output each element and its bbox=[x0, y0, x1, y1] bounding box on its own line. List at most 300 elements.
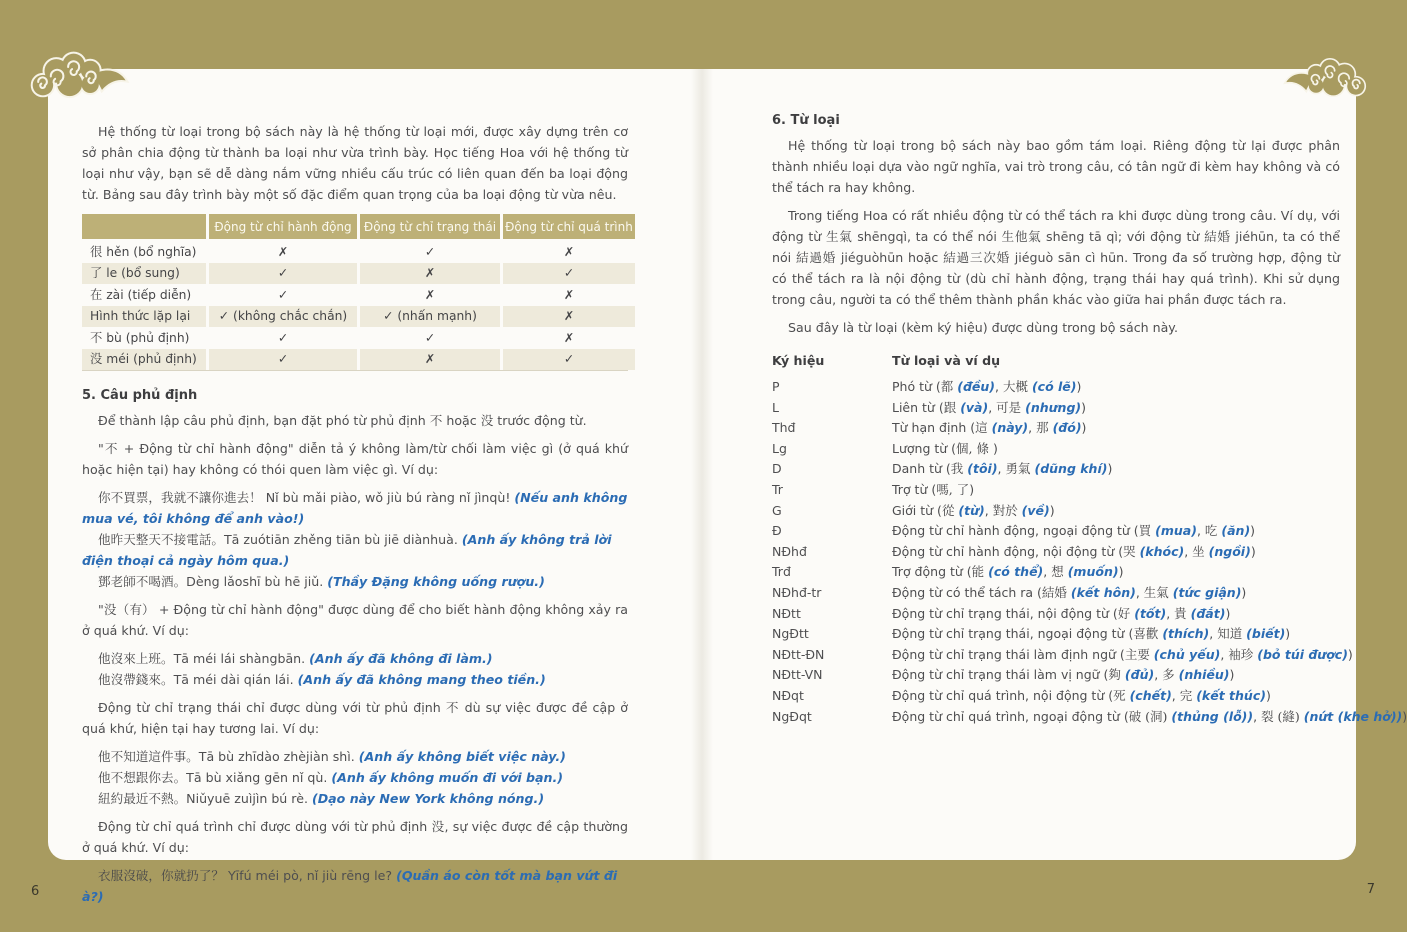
text-segment: , bbox=[1028, 420, 1037, 436]
text-segment: (chủ yếu) bbox=[1153, 646, 1221, 662]
text-segment: ) bbox=[1347, 646, 1353, 662]
text-segment: (có lẽ) bbox=[1031, 379, 1077, 394]
x-mark: ✗ bbox=[563, 330, 575, 345]
text-segment: , bbox=[1184, 543, 1193, 559]
table-cell bbox=[209, 327, 357, 349]
symbol-row bbox=[772, 645, 1353, 666]
table-header-blank-cell bbox=[82, 214, 206, 239]
symbol-label: G bbox=[772, 502, 782, 518]
text-segment: , bbox=[995, 379, 1003, 394]
symbol-label: NĐtt bbox=[772, 605, 801, 621]
text-segment: Tā zuótiān zhěng tiān bù jiē diànhuà. bbox=[223, 532, 462, 547]
symbol-description bbox=[892, 418, 1340, 439]
text-segment: Để thành lập câu phủ định, bạn đặt phó từ phủ định bbox=[98, 413, 430, 428]
text-segment: shēngqì, ta có thể nói bbox=[852, 229, 1002, 244]
text-segment: + Động từ chỉ hành động" diễn tả ý không làm/từ chối làm việc gì (ở quá khứ hoặc hiện tại) hay không có thói quen làm việc gì. Ví dụ: bbox=[82, 441, 629, 477]
table-cell bbox=[209, 263, 357, 285]
table-header-cell: Động từ chỉ hành động bbox=[209, 214, 357, 239]
table-row-label bbox=[82, 263, 206, 285]
text-segment: Động từ chỉ trạng thái, ngoại động từ ( bbox=[892, 626, 1134, 642]
text-segment: 你不買票，我就不讓你進去！ bbox=[98, 490, 262, 505]
x-mark: ✗ bbox=[424, 287, 436, 302]
text-segment: Động từ có thể tách ra ( bbox=[892, 584, 1042, 600]
text-segment: (kết hôn) bbox=[1070, 584, 1136, 600]
symbol-label: Trđ bbox=[772, 564, 791, 580]
text-segment: ) bbox=[969, 481, 975, 497]
text-segment: 好 bbox=[1117, 605, 1135, 621]
text-segment: 没 bbox=[431, 819, 445, 834]
text-segment: Động từ chỉ hành động, nội động từ ( bbox=[892, 543, 1124, 559]
text-segment: 坐 bbox=[1192, 543, 1209, 559]
text-segment: (chết) bbox=[1129, 687, 1172, 703]
symbol-label: NĐtt-ĐN bbox=[772, 646, 825, 662]
text-segment: 袖珍 bbox=[1228, 646, 1258, 662]
page-left bbox=[48, 69, 702, 904]
text-segment: (ngồi) bbox=[1208, 543, 1251, 559]
symbol-row bbox=[772, 459, 1340, 480]
symbol-description bbox=[892, 604, 1340, 625]
text-segment: 那 bbox=[1036, 420, 1053, 436]
text-segment: ) bbox=[1225, 605, 1231, 621]
text-segment: (nhiều) bbox=[1178, 667, 1230, 683]
text-segment: (Nếu anh không mua vé, tôi không để anh vào!) bbox=[82, 490, 628, 526]
x-mark: ✗ bbox=[563, 309, 575, 323]
text-segment: 不 bbox=[445, 700, 460, 715]
text-segment: " bbox=[98, 441, 104, 456]
text-segment: 紐約最近不熱。 bbox=[98, 791, 187, 806]
table-row bbox=[82, 327, 628, 349]
table-cell bbox=[209, 349, 357, 371]
verb-feature-table bbox=[82, 214, 633, 371]
text-segment: (ăn) bbox=[1221, 523, 1251, 539]
symbol-row bbox=[772, 480, 1340, 501]
symbol-row bbox=[772, 439, 1340, 460]
check-mark: ✓ bbox=[218, 309, 230, 323]
text-segment: 個, 條 bbox=[956, 440, 989, 456]
text-segment: Giới từ ( bbox=[892, 502, 942, 518]
text-segment: 在 bbox=[90, 287, 103, 302]
table-row bbox=[82, 284, 628, 306]
text-segment: Động từ chỉ trạng thái làm vị ngữ ( bbox=[892, 667, 1109, 683]
section-5-heading: 5. Câu phủ định bbox=[82, 388, 198, 403]
text-segment: (thủng (lỗ)) bbox=[1171, 708, 1254, 724]
text-segment: 破 (洞) bbox=[1128, 708, 1172, 724]
example-sentence bbox=[82, 487, 628, 529]
check-mark: ✓ bbox=[563, 352, 575, 366]
text-segment: 生氣 bbox=[825, 229, 853, 244]
text-segment: , bbox=[1135, 584, 1144, 600]
text-segment: ) bbox=[1250, 543, 1256, 559]
text-segment: , bbox=[984, 502, 993, 518]
table-row-label bbox=[82, 349, 206, 371]
text-segment: 對於 bbox=[992, 502, 1022, 518]
text-segment: ) bbox=[989, 440, 998, 456]
symbol-label: NĐhđ-tr bbox=[772, 584, 822, 600]
symbol-label: Lg bbox=[772, 440, 787, 456]
text-segment: Dèng lǎoshī bù hē jiǔ. bbox=[186, 574, 328, 589]
text-segment: 貴 bbox=[1174, 605, 1191, 621]
text-segment: Yīfú méi pò, nǐ jiù rēng le? bbox=[223, 868, 397, 883]
text-segment: Động từ chỉ trạng thái làm định ngữ ( bbox=[892, 646, 1125, 662]
paragraph bbox=[772, 317, 1340, 338]
symbol-label: NĐqt bbox=[772, 687, 804, 703]
paragraph bbox=[82, 816, 628, 858]
symbol-row bbox=[772, 604, 1340, 625]
text-segment: 他不想跟你去。 bbox=[98, 770, 187, 785]
text-segment: (Anh ấy không trả lời điện thoại cả ngày hôm qua.) bbox=[82, 532, 612, 568]
table-header-cell: Động từ chỉ trạng thái bbox=[360, 214, 500, 239]
text-segment: , bbox=[1220, 646, 1229, 662]
table-cell bbox=[503, 263, 635, 285]
symbol-label: Đ bbox=[772, 523, 782, 539]
paragraph bbox=[82, 438, 628, 480]
text-segment: (này) bbox=[991, 420, 1029, 436]
text-segment: Động từ chỉ trạng thái, nội động từ ( bbox=[892, 605, 1118, 621]
symbol-label: L bbox=[772, 399, 779, 415]
text-segment: 能 bbox=[971, 564, 989, 580]
text-segment: (khóc) bbox=[1139, 543, 1185, 559]
text-segment: 夠 bbox=[1108, 667, 1125, 683]
table-header-row bbox=[82, 214, 633, 239]
cloud-ornament-icon bbox=[24, 41, 128, 104]
symbol-description bbox=[892, 398, 1340, 419]
text-segment: 他不知道這件事。 bbox=[98, 749, 199, 764]
text-segment: (tốt) bbox=[1134, 605, 1167, 621]
intro-paragraph bbox=[82, 121, 628, 205]
symbol-description bbox=[892, 645, 1353, 666]
text-segment: 他沒帶錢來。 bbox=[98, 672, 174, 687]
text-segment: (nhưng) bbox=[1025, 399, 1082, 415]
text-segment: 不 bbox=[103, 441, 119, 456]
text-segment: hoặc bbox=[442, 413, 481, 428]
text-segment: Tā méi dài qián lái. bbox=[173, 672, 298, 687]
symbol-label: NgĐqt bbox=[772, 708, 812, 724]
text-segment: 買 bbox=[1138, 523, 1156, 539]
description-column-header: Từ loại và ví dụ bbox=[892, 353, 1001, 368]
symbol-description bbox=[892, 686, 1340, 707]
symbol-table-body bbox=[772, 377, 1407, 727]
text-segment: ) bbox=[1229, 667, 1235, 683]
example-sentence bbox=[82, 571, 628, 592]
text-segment: 跟 bbox=[943, 399, 961, 415]
text-segment: Hệ thống từ loại trong bộ sách này là hệ thống từ loại mới, được xây dựng trên cơ sở phân chia động từ thành ba loại như vừa trình bày. Học tiếng Hoa với hệ thống từ loại như vậy, bạn sẽ dễ dàng nắm vững nhiều cấu trúc có liên quan đến ba loại động từ. Bảng sau đây trình bày một số đặc điểm quan trọng của ba loại động từ vừa nêu. bbox=[82, 124, 628, 202]
check-mark: ✓ bbox=[424, 330, 436, 345]
table-header-cell: Động từ chỉ quá trình bbox=[503, 214, 635, 239]
page-right bbox=[702, 69, 1407, 860]
text-segment: , bbox=[1154, 667, 1163, 683]
table-cell bbox=[503, 327, 635, 349]
check-mark: ✓ bbox=[277, 330, 289, 345]
symbol-row bbox=[772, 377, 1340, 398]
text-segment: 結過婚 bbox=[795, 250, 837, 265]
table-cell bbox=[503, 241, 635, 263]
symbol-description bbox=[892, 501, 1340, 522]
table-row-label bbox=[82, 306, 206, 328]
text-segment: (Anh ấy đã không đi làm.) bbox=[309, 651, 493, 666]
text-segment: , bbox=[988, 399, 997, 415]
text-segment: 勇氣 bbox=[1005, 461, 1035, 477]
text-segment: 結婚 bbox=[1041, 584, 1071, 600]
symbol-row bbox=[772, 707, 1407, 728]
text-segment: ) bbox=[1049, 502, 1055, 518]
example-sentence bbox=[82, 648, 628, 669]
paragraph bbox=[772, 135, 1340, 198]
paragraph bbox=[82, 410, 628, 431]
text-segment: " bbox=[98, 602, 104, 617]
text-segment: Động từ chỉ quá trình, nội động từ ( bbox=[892, 687, 1114, 703]
text-segment: le (bổ sung) bbox=[102, 266, 180, 280]
table-row bbox=[82, 306, 628, 328]
section-6-heading: 6. Từ loại bbox=[772, 113, 840, 128]
text-segment: ) bbox=[1241, 584, 1247, 600]
text-segment: , bbox=[1196, 523, 1205, 539]
text-segment: 從 bbox=[941, 502, 959, 518]
check-mark: ✓ bbox=[277, 287, 289, 302]
table-cell bbox=[503, 306, 635, 328]
text-segment: 不 bbox=[90, 330, 103, 345]
text-segment: + Động từ chỉ hành động" được dùng để cho biết hành động không xảy ra ở quá khứ. Ví dụ: bbox=[82, 602, 628, 638]
text-segment: (tức giận) bbox=[1172, 584, 1242, 600]
paragraph bbox=[82, 599, 628, 641]
table-cell bbox=[503, 349, 635, 371]
text-segment: Tā bù zhīdào zhèjiàn shì. bbox=[198, 749, 359, 764]
text-segment: 死 bbox=[1113, 687, 1130, 703]
symbol-row bbox=[772, 418, 1340, 439]
cell-note: (nhấn mạnh) bbox=[393, 309, 477, 323]
text-segment: jiéguò sān cì hūn. Trong đa số trường hợp, động từ có thể tách ra là nội động từ (dù chỉ hành động, trạng thái hay quá trình). Khi sử dụng trong câu, người ta có thể thêm thành phần khác vào giữa hai phần được tách ra. bbox=[772, 250, 1341, 307]
example-sentence bbox=[82, 669, 628, 690]
symbol-description bbox=[892, 480, 1340, 501]
table-row-label bbox=[82, 284, 206, 306]
text-segment: 完 bbox=[1179, 687, 1197, 703]
text-segment: zài (tiếp diễn) bbox=[102, 287, 192, 302]
table-cell bbox=[209, 284, 357, 306]
paragraph bbox=[772, 205, 1340, 310]
text-segment: (thích) bbox=[1162, 626, 1210, 642]
text-segment: 結婚 bbox=[1204, 229, 1231, 244]
text-segment: hěn (bổ nghĩa) bbox=[102, 244, 197, 259]
table-row-label bbox=[82, 241, 206, 263]
text-segment: 了 bbox=[90, 266, 103, 280]
symbol-row bbox=[772, 665, 1340, 686]
text-segment: Niǔyuē zuìjìn bú rè. bbox=[186, 791, 312, 806]
table-row bbox=[82, 349, 628, 371]
symbol-description bbox=[892, 542, 1340, 563]
text-segment: Động từ chỉ quá trình chỉ được dùng với từ phủ định bbox=[98, 819, 432, 834]
table-row-label bbox=[82, 327, 206, 349]
table-cell bbox=[209, 241, 357, 263]
text-segment: Động từ chỉ hành động, ngoại động từ ( bbox=[892, 523, 1139, 539]
cell-note: (không chắc chắn) bbox=[229, 309, 348, 323]
text-segment: 裂 (縫) bbox=[1261, 708, 1304, 724]
symbol-description bbox=[892, 521, 1340, 542]
text-segment: jiéhūn, ta có thể nói bbox=[772, 229, 1341, 265]
text-segment: , bbox=[1171, 687, 1180, 703]
text-segment: 没 bbox=[90, 352, 103, 366]
table-cell bbox=[503, 284, 635, 306]
symbol-description bbox=[892, 562, 1340, 583]
x-mark: ✗ bbox=[424, 352, 436, 366]
text-segment: 這 bbox=[975, 420, 992, 436]
symbol-description bbox=[892, 665, 1340, 686]
text-segment: (mua) bbox=[1155, 523, 1197, 539]
symbol-description bbox=[892, 459, 1340, 480]
check-mark: ✓ bbox=[383, 309, 394, 323]
text-segment: Liên từ ( bbox=[892, 399, 944, 415]
symbol-description bbox=[892, 377, 1340, 398]
table-cell bbox=[360, 263, 500, 285]
text-segment: ) bbox=[1081, 420, 1087, 436]
example-sentence bbox=[82, 746, 628, 767]
text-segment: (Quần áo còn tốt mà bạn vứt đi à?) bbox=[82, 868, 618, 904]
text-segment: 没 bbox=[480, 413, 494, 428]
text-segment: (về) bbox=[1021, 502, 1050, 518]
text-segment: ) bbox=[1250, 523, 1256, 539]
text-segment: , bbox=[1209, 626, 1218, 642]
text-segment: 很 bbox=[90, 244, 103, 259]
text-segment: 生他氣 bbox=[1001, 229, 1042, 244]
text-segment: Trong tiếng Hoa có rất nhiều động từ có thể tách ra khi được dùng trong câu. Ví dụ, với động từ bbox=[772, 208, 1340, 244]
text-segment: (Dạo này New York không nóng.) bbox=[311, 791, 545, 806]
text-segment: Phó từ ( bbox=[892, 379, 941, 394]
table-cell bbox=[360, 284, 500, 306]
table-cell bbox=[209, 306, 357, 328]
text-segment: bù (phủ định) bbox=[102, 330, 190, 345]
symbol-row bbox=[772, 521, 1340, 542]
x-mark: ✗ bbox=[563, 244, 575, 259]
symbol-label: Thđ bbox=[772, 420, 796, 436]
table-cell bbox=[360, 241, 500, 263]
table-row bbox=[82, 263, 628, 285]
text-segment: Động từ chỉ trạng thái chỉ được dùng với từ phủ định bbox=[98, 700, 446, 715]
table-cell bbox=[360, 306, 500, 328]
text-segment: Hệ thống từ loại trong bộ sách này bao gồm tám loại. Riêng động từ lại được phân thành nhiều loại dựa vào ngữ nghĩa, vai trò trong câu, có tân ngữ đi kèm hay không và có thể tách ra hay không. bbox=[772, 138, 1340, 195]
text-segment: ) bbox=[1107, 461, 1113, 477]
example-sentence bbox=[82, 767, 628, 788]
check-mark: ✓ bbox=[277, 352, 289, 366]
text-segment: (nứt (khe hở)) bbox=[1303, 708, 1403, 724]
text-segment: dù sự việc được đề cập ở quá khứ, hiện tại hay tương lai. Ví dụ: bbox=[82, 700, 628, 736]
text-segment: (từ) bbox=[958, 502, 985, 518]
table-cell bbox=[360, 327, 500, 349]
text-segment: (Anh ấy không biết việc này.) bbox=[358, 749, 566, 764]
text-segment: Lượng từ ( bbox=[892, 440, 957, 456]
example-sentence bbox=[82, 529, 628, 571]
check-mark: ✓ bbox=[424, 244, 436, 259]
text-segment: Danh từ ( bbox=[892, 461, 951, 477]
symbol-label: P bbox=[772, 379, 780, 394]
x-mark: ✗ bbox=[277, 244, 289, 259]
section-5-content bbox=[82, 410, 628, 907]
symbol-row bbox=[772, 562, 1340, 583]
symbol-row bbox=[772, 501, 1340, 522]
symbol-label: NĐtt-VN bbox=[772, 667, 823, 683]
x-mark: ✗ bbox=[424, 266, 436, 280]
text-segment: , bbox=[1253, 708, 1262, 724]
text-segment: (muốn) bbox=[1067, 564, 1119, 580]
cloud-ornament-icon bbox=[1284, 49, 1372, 102]
text-segment: (Anh ấy đã không mang theo tiền.) bbox=[297, 672, 546, 687]
book-spread bbox=[48, 69, 1407, 904]
symbol-label: Tr bbox=[772, 481, 783, 497]
text-segment: 結過三次婚 bbox=[943, 250, 1010, 265]
symbol-table-header bbox=[772, 353, 1340, 368]
text-segment: 鄧老師不喝酒。 bbox=[98, 574, 187, 589]
text-segment: Tā méi lái shàngbān. bbox=[173, 651, 310, 666]
text-segment: (dũng khí) bbox=[1034, 461, 1108, 477]
text-segment: , bbox=[997, 461, 1006, 477]
text-segment: Tā bù xiǎng gēn nǐ qù. bbox=[186, 770, 332, 785]
example-sentence bbox=[82, 788, 628, 809]
symbol-description bbox=[892, 707, 1407, 728]
text-segment: 主要 bbox=[1124, 646, 1154, 662]
symbol-description bbox=[892, 439, 1340, 460]
example-sentence bbox=[82, 865, 628, 907]
text-segment: ) bbox=[1118, 564, 1124, 580]
symbol-column-header: Ký hiệu bbox=[772, 353, 825, 368]
text-segment: ) bbox=[1076, 379, 1082, 394]
text-segment: 可是 bbox=[996, 399, 1026, 415]
text-segment: (biết) bbox=[1246, 626, 1286, 642]
text-segment: trước động từ. bbox=[493, 413, 587, 428]
text-segment: (Anh ấy không muốn đi với bạn.) bbox=[331, 770, 564, 785]
text-segment: Trợ động từ ( bbox=[892, 564, 972, 580]
check-mark: ✓ bbox=[563, 266, 575, 280]
section-6-content bbox=[772, 135, 1340, 338]
symbol-description bbox=[892, 583, 1340, 604]
symbol-label: NĐhđ bbox=[772, 543, 807, 559]
text-segment: Từ hạn định ( bbox=[892, 420, 976, 436]
text-segment: 多 bbox=[1162, 667, 1179, 683]
text-segment: 衣服沒破，你就扔了？ bbox=[98, 868, 224, 883]
text-segment: (đó) bbox=[1052, 420, 1082, 436]
text-segment: 我 bbox=[950, 461, 968, 477]
symbol-row bbox=[772, 686, 1340, 707]
text-segment: ) bbox=[1081, 399, 1087, 415]
text-segment: 不 bbox=[429, 413, 443, 428]
text-segment: Trợ từ ( bbox=[892, 481, 937, 497]
text-segment: (đủ) bbox=[1124, 667, 1155, 683]
symbol-description bbox=[892, 624, 1340, 645]
text-segment: Động từ chỉ quá trình, ngoại động từ ( bbox=[892, 708, 1129, 724]
check-mark: ✓ bbox=[277, 266, 289, 280]
text-segment: 他昨天整天不接電話。 bbox=[98, 532, 224, 547]
symbol-row bbox=[772, 398, 1340, 419]
table-cell bbox=[360, 349, 500, 371]
text-segment: (bỏ túi được) bbox=[1257, 646, 1348, 662]
text-segment: méi (phủ định) bbox=[102, 352, 197, 366]
paragraph bbox=[82, 697, 628, 739]
text-segment: (tôi) bbox=[967, 461, 998, 477]
text-segment: (đều) bbox=[957, 379, 996, 394]
symbol-label: NgĐtt bbox=[772, 626, 809, 642]
page-number-right: 7 bbox=[1366, 882, 1375, 897]
text-segment: , bbox=[1166, 605, 1175, 621]
page-number-left: 6 bbox=[31, 884, 40, 899]
text-segment: (đắt) bbox=[1190, 605, 1226, 621]
text-segment: 生氣 bbox=[1143, 584, 1173, 600]
text-segment: shēng tā qì; với động từ bbox=[1041, 229, 1205, 244]
text-segment: 都 bbox=[940, 379, 958, 394]
text-segment: ) bbox=[1402, 708, 1407, 724]
text-segment: , sự việc được đề cập thường ở quá khứ. Ví dụ: bbox=[82, 819, 628, 855]
table-row bbox=[82, 241, 628, 263]
text-segment: 哭 bbox=[1123, 543, 1140, 559]
symbol-label: D bbox=[772, 461, 782, 477]
text-segment: , bbox=[1043, 564, 1052, 580]
text-segment: (Thầy Đặng không uống rượu.) bbox=[327, 574, 545, 589]
text-segment: 大概 bbox=[1002, 379, 1032, 394]
